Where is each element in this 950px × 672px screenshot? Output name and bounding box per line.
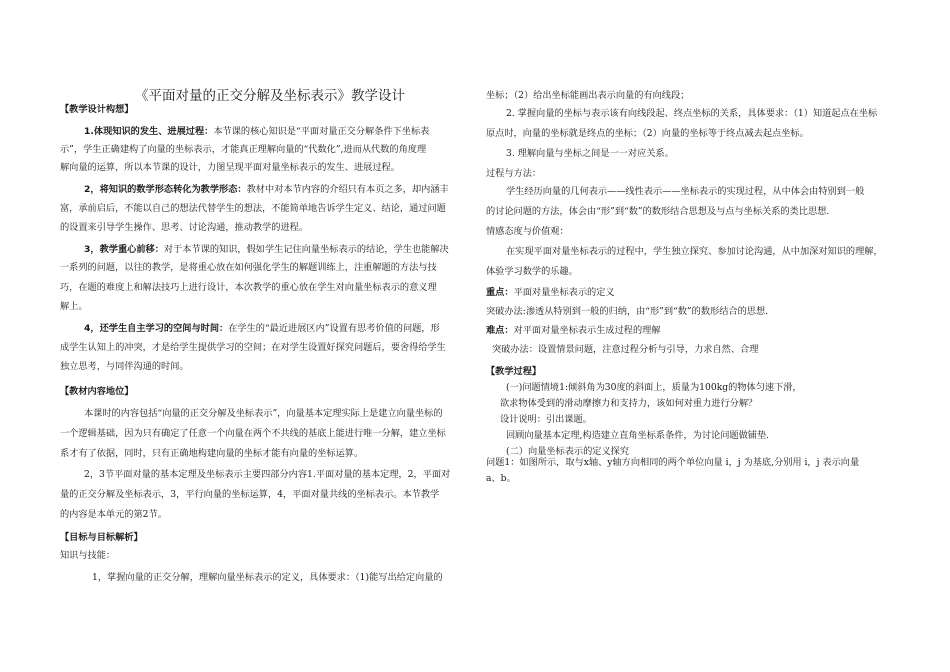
section-heading: 【目标与目标解析】 <box>60 532 143 543</box>
paragraph-line: 在实现平面对量坐标表示的过程中，学生独立探究、参加讨论沟通，从中加深对知识的理解， <box>506 246 883 257</box>
paragraph-line: 2. 掌握向量的坐标与表示该有向线段起、终点坐标的关系，具体要求：（1）知道起点在坐标 <box>506 108 878 119</box>
paragraph-line: 的设置来引导学生操作、思考、讨论沟通，推动教学的进程。 <box>60 222 309 233</box>
bold-lead: 4，还学生自主学习的空间与时间： <box>84 323 229 334</box>
paragraph-line: 回顾向量基本定理,构造建立直角坐标系条件，为讨论问题做铺垫. <box>506 430 770 441</box>
paragraph-line: 系才有了依据，同时，只有正确地构建向量的坐标才能有向量的坐标运算。 <box>60 448 364 459</box>
paragraph-line: 本课时的内容包括“向量的正交分解及坐标表示”，向量基本定理实际上是建立向量坐标的 <box>84 408 443 419</box>
paragraph-line: 原点时，向量的坐标就是终点的坐标；（2）向量的坐标等于终点减去起点坐标。 <box>486 128 809 139</box>
paragraph-line: 欲求物体受到的滑动摩擦力和支持力，该如何对重力进行分解？ <box>500 398 758 409</box>
paragraph-line: 的内容是本单元的第2节。 <box>60 509 167 520</box>
paragraph-line: 突破办法:渗透从特别到一般的归纳，由“形”到“数”的数形结合的思想. <box>486 306 769 317</box>
line-text: 本节课的核心知识是“平面对量正交分解条件下坐标表 <box>213 126 430 137</box>
bold-lead: 2，将知识的数学形态转化为教学形态： <box>84 184 247 195</box>
paragraph-line: 体验学习数学的乐趣。 <box>486 266 578 277</box>
section-heading: 【教材内容地位】 <box>60 386 134 397</box>
paragraph-line: 富，承前启后，不能以自己的想法代替学生的想法，不能简单地告诉学生定义、结论，通过问题 <box>60 203 446 214</box>
paragraph-line: 问题1：如图所示，取与x轴、y轴方向相同的两个单位向量 i，j 为基底,分别用 i，j 表示向量 <box>486 457 860 468</box>
paragraph-line: (二）向量坐标表示的定义探究 <box>506 446 630 457</box>
paragraph-line: (一)问题情境1:倾斜角为30度的斜面上，质量为100kg的物体匀速下滑， <box>506 382 802 393</box>
bold-lead: 1.体现知识的发生、进展过程： <box>84 126 214 137</box>
paragraph-line: 一个逻辑基础，因为只有确定了任意一个向量在两个不共线的基底上能进行唯一分解，建立坐标 <box>60 428 446 439</box>
paragraph-line: 知识与技能： <box>60 550 116 561</box>
paragraph-line <box>84 244 449 256</box>
paragraph-line: 设计说明：引出课题。 <box>500 414 592 425</box>
paragraph-line: 情感态度与价值观： <box>486 226 569 237</box>
paragraph-line <box>486 287 615 299</box>
paragraph-line: 过程与方法： <box>486 168 542 179</box>
paragraph-line: 示”，学生正确建构了向量的坐标表示，才能真正理解向量的“代数化”,进而从代数的角度理 <box>60 144 427 155</box>
paragraph-line: 独立思考，与同伴沟通的时间。 <box>60 361 189 372</box>
paragraph-line: 一系列的问题，以往的教学，是将重心放在如何强化学生的解题训练上，注重解题的方法与技 <box>60 262 437 273</box>
bold-lead: 重点： <box>486 287 514 298</box>
paragraph-line: 坐标；（2）给出坐标能画出表示向量的有向线段； <box>486 90 690 101</box>
bold-lead: 3，教学重心前移： <box>84 244 164 255</box>
paragraph-line: 解向量的运算，所以本节课的设计，力图呈现平面对量坐标表示的发生、进展过程。 <box>60 162 400 173</box>
paragraph-line: 成学生认知上的冲突，才是给学生提供学习的空间；在对学生设置好探究问题后，要舍得给学生 <box>60 342 446 353</box>
paragraph-line: a、b。 <box>486 473 516 484</box>
paragraph-line: 解上。 <box>60 301 88 312</box>
document-title: 《平面对量的正交分解及坐标表示》教学设计 <box>135 88 405 104</box>
paragraph-line: 巧，在题的难度上和解法技巧上进行设计，本次教学的重心放在学生对向量坐标表示的意义理 <box>60 282 437 293</box>
paragraph-line <box>84 184 449 196</box>
paragraph-line: 学生经历向量的几何表示——线性表示——坐标表示的实现过程，从中体会由特别到一般 <box>506 186 865 197</box>
paragraph-line: 2，3节平面对量的基本定理及坐标表示主要四部分内容1.平面对量的基本定理，2，平面对 <box>84 469 451 480</box>
paragraph-line <box>84 126 429 138</box>
line-text: 平面对量坐标表示的定义 <box>513 287 615 298</box>
section-heading: 【教学设计构想】 <box>60 104 134 115</box>
paragraph-line: 量的正交分解及坐标表示，3，平行向量的坐标运算，4，平面对量共线的坐标表示。本节教学 <box>60 489 440 500</box>
paragraph-line <box>486 325 661 337</box>
bold-lead: 难点： <box>486 325 514 336</box>
paragraph-line: 突破办法：设置情景问题，注意过程分析与引导，力求自然、合理 <box>492 344 759 355</box>
line-text: 对于本节课的知识，假如学生记住向量坐标表示的结论，学生也能解决 <box>163 244 449 255</box>
line-text: 对平面对量坐标表示生成过程的理解 <box>513 325 661 336</box>
line-text: 在学生的“最近进展区内”设置有思考价值的问题，形 <box>228 323 440 334</box>
line-text: 教材中对本节内容的介绍只有本页之多，却内涵丰 <box>246 184 449 195</box>
paragraph-line: 3. 理解向量与坐标之间是一一对应关系。 <box>506 148 674 159</box>
paragraph-line: 1，掌握向量的正交分解，理解向量坐标表示的定义，具体要求：（1)能写出给定向量的 <box>92 572 443 583</box>
paragraph-line: 的讨论问题的方法，体会由“形”到“数”的数形结合思想及与点与坐标关系的类比思想. <box>486 206 830 217</box>
section-heading: 【教学过程】 <box>486 366 542 377</box>
paragraph-line <box>84 323 440 335</box>
